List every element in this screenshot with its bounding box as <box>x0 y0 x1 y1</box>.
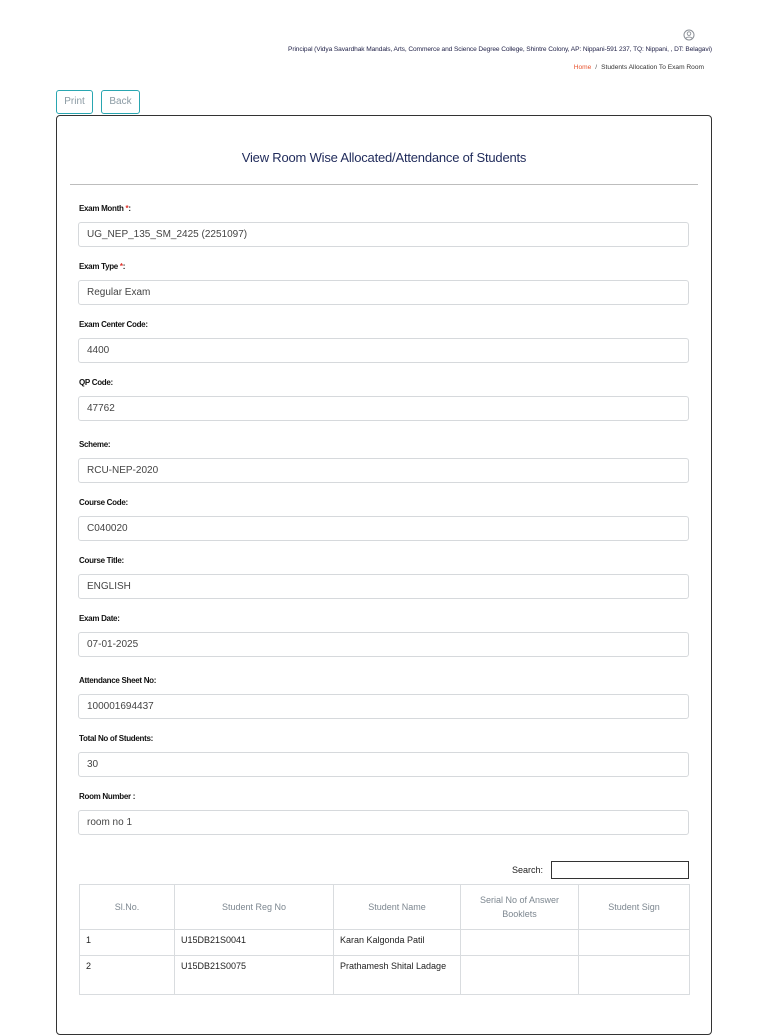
exam-type-field[interactable] <box>78 280 689 305</box>
students-table <box>79 884 690 995</box>
cell-booklet-serial <box>461 956 579 995</box>
column-header-student-name[interactable]: Student Name <box>334 885 461 930</box>
breadcrumb-separator: / <box>595 64 598 71</box>
print-button[interactable]: Print <box>56 90 93 114</box>
cell-sl-no: 1 <box>80 930 175 956</box>
exam-center-code-label: Exam Center Code: <box>79 320 148 329</box>
total-students-label: Total No of Students: <box>79 734 153 743</box>
course-title-field[interactable] <box>78 574 689 599</box>
column-header-student-sign[interactable]: Student Sign <box>579 885 690 930</box>
required-marker: * <box>125 204 129 213</box>
exam-month-field[interactable] <box>78 222 689 247</box>
course-code-field[interactable] <box>78 516 689 541</box>
cell-student-name: Karan Kalgonda Patil <box>334 930 461 956</box>
back-button[interactable]: Back <box>101 90 140 114</box>
page-title: View Room Wise Allocated/Attendance of Students <box>241 150 527 165</box>
column-header-booklet-serial[interactable]: Serial No of Answer Booklets <box>461 885 579 930</box>
attendance-sheet-no-field[interactable] <box>78 694 689 719</box>
cell-student-name: Prathamesh Shital Ladage <box>334 956 461 995</box>
column-header-reg-no[interactable]: Student Reg No <box>175 885 334 930</box>
qp-code-field[interactable] <box>78 396 689 421</box>
total-students-field[interactable] <box>78 752 689 777</box>
cell-student-sign <box>579 930 690 956</box>
search-input[interactable] <box>551 861 689 879</box>
cell-reg-no: U15DB21S0041 <box>175 930 334 956</box>
principal-info: Principal (Vidya Savardhak Mandals, Arts, Commerce and Science Degree College, Shintre Colony, AP: Nippani-591 237, TQ: Nippani, , DT: Belagavi) <box>288 46 712 53</box>
exam-type-label: Exam Type *: <box>79 262 126 271</box>
table-row <box>80 930 690 956</box>
table-row <box>80 956 690 995</box>
attendance-sheet-no-label: Attendance Sheet No: <box>79 676 157 685</box>
search-label: Search: <box>512 865 544 875</box>
required-marker: * <box>119 262 123 271</box>
exam-month-label: Exam Month *: <box>79 204 131 213</box>
cell-reg-no: U15DB21S0075 <box>175 956 334 995</box>
cell-booklet-serial <box>461 930 579 956</box>
qp-code-label: QP Code: <box>79 378 113 387</box>
exam-center-code-field[interactable] <box>78 338 689 363</box>
table-header-row <box>80 885 690 930</box>
breadcrumb <box>574 64 704 71</box>
course-title-label: Course Title: <box>79 556 124 565</box>
cell-student-sign <box>579 956 690 995</box>
room-number-field[interactable] <box>78 810 689 835</box>
room-number-label: Room Number : <box>79 792 136 801</box>
scheme-field[interactable] <box>78 458 689 483</box>
breadcrumb-current: Students Allocation To Exam Room <box>601 64 704 71</box>
exam-date-label: Exam Date: <box>79 614 120 623</box>
cell-sl-no: 2 <box>80 956 175 995</box>
title-divider <box>70 184 698 185</box>
course-code-label: Course Code: <box>79 498 128 507</box>
scheme-label: Scheme: <box>79 440 111 449</box>
breadcrumb-home-link[interactable]: Home <box>573 64 592 71</box>
user-circle-icon[interactable] <box>683 28 695 40</box>
exam-date-field[interactable] <box>78 632 689 657</box>
column-header-sl-no[interactable]: Sl.No. <box>80 885 175 930</box>
